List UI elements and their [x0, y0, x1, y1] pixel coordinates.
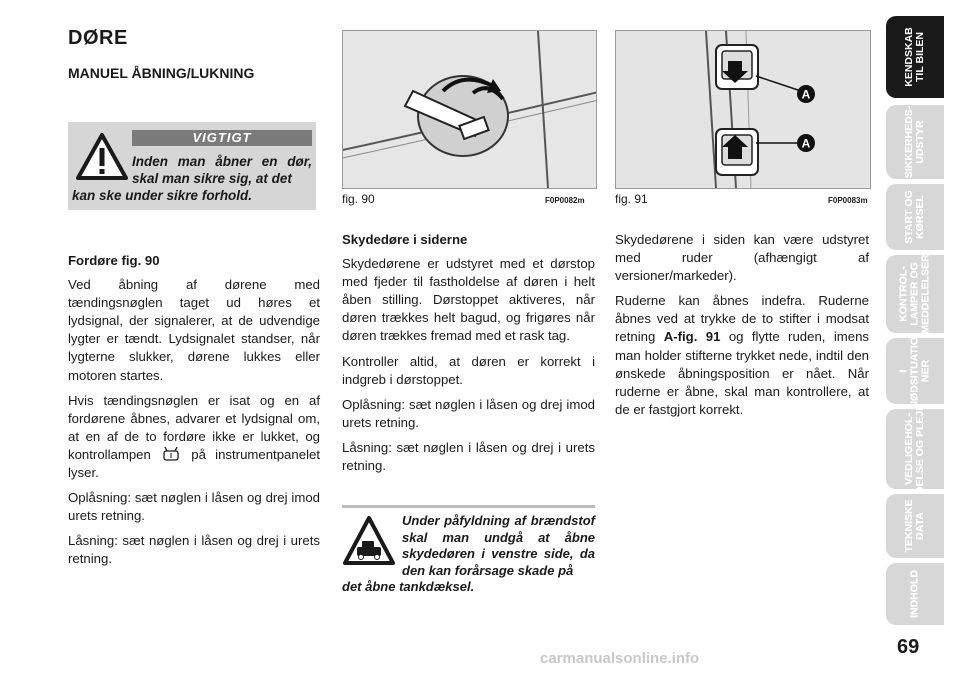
tab-sikkerhedsudstyr[interactable]: SIKKERHEDS- UDSTYR [886, 105, 944, 179]
callout-a-lower: A [801, 136, 811, 151]
tab-tekniske-data[interactable]: TEKNISKE DATA [886, 494, 944, 558]
figure-91-caption: fig. 91 [615, 192, 648, 206]
watermark: carmanualsonline.info [540, 650, 700, 667]
paragraph: Hvis tændingsnøglen er isat og en af fordørene åbnes, advarer et lydsignal om, at en af de to fordøre ikke er lukket, og kontrollampen på instrumentpanelet lyser. [68, 392, 320, 481]
paragraph: Skydedørene er udstyret med et dørstop med fjeder til fastholdelse af døren i helt åben stilling. Dørstoppet aktiveres, når døren trækkes helt bagud, og frigøres når døren trækkes fremad med et rask tag. [342, 256, 595, 344]
paragraph: Ruderne kan åbnes indefra. Ruderne åbnes ved at trykke de to stifter i modsat retning A-fig. 91 og flytte ruden, imens man holder stifterne trykket nede, indtil den ønskede åbningsposition er nået. Når ruderne er åbne, skal man kontrollere, at de er fastgjort korrekt. [615, 293, 869, 417]
figure-90-image [342, 30, 597, 189]
page-number: 69 [897, 636, 920, 658]
tab-kontrollamper[interactable]: KONTROL- LAMPER OG MEDDELELSER [886, 255, 944, 333]
figure-91-image [615, 30, 871, 189]
section-heading: Skydedøre i siderne [342, 232, 468, 247]
warning-box [68, 122, 316, 210]
note-text: Under påfyldning af brændstof skal man undgå at åbne skydedøren i venstre side, da den kan forårsage skade på [402, 513, 595, 578]
paragraph: Oplåsning: sæt nøglen i låsen og drej imod urets retning. [68, 490, 320, 524]
door-open-warning-icon [160, 446, 182, 462]
section-subtitle: MANUEL ÅBNING/LUKNING [68, 65, 255, 81]
tab-indhold[interactable]: INDHOLD [886, 563, 944, 625]
figure-91-code: F0P0083m [828, 196, 868, 205]
tab-kendskab-til-bilen[interactable]: KENDSKAB TIL BILEN [886, 16, 944, 98]
callout-a-upper: A [801, 87, 811, 102]
warning-text-continued: kan ske under sikre forhold. [72, 188, 253, 203]
column-sliding-windows [615, 231, 869, 426]
section-heading: Fordøre fig. 90 [68, 253, 160, 268]
paragraph: Ved åbning af dørene med tændingsnøglen taget ud høres et lydsignal, der signalerer, at de udvendige lygter er tændt. Lydsignalet standser, når lygterne slukker, dørene lukkes eller motoren startes. [68, 277, 320, 383]
figure-reference: A-fig. 91 [663, 329, 721, 345]
window-pins-illustration [616, 31, 870, 188]
warning-label: VIGTIGT [132, 130, 312, 146]
figure-90-code: F0P0082m [545, 196, 585, 205]
column-front-doors [68, 252, 320, 576]
tab-start-og-korsel[interactable]: START OG KØRSEL [886, 184, 944, 250]
warning-triangle-icon [76, 132, 128, 182]
note-text-continued: det åbne tankdæksel. [342, 579, 475, 594]
figure-90-caption: fig. 90 [342, 192, 375, 206]
paragraph: Kontroller altid, at døren er korrekt i indgreb i dørstoppet. [342, 353, 595, 387]
paragraph: Skydedørene i siden kan være udstyret med ruder (afhængigt af versioner/markeder). [615, 232, 869, 284]
fuel-caution-note [342, 505, 595, 593]
tab-vedligeholdelse[interactable]: VEDLIGEHOL- DELSE OG PLEJE [886, 409, 944, 489]
fuel-door-caution-icon [342, 515, 396, 567]
column-sliding-doors [342, 231, 595, 482]
paragraph: Låsning: sæt nøglen i låsen og drej i urets retning. [68, 533, 320, 567]
divider [342, 505, 595, 508]
paragraph: Oplåsning: sæt nøglen i låsen og drej imod urets retning. [342, 396, 595, 430]
page-title: DØRE [68, 27, 128, 49]
paragraph: Låsning: sæt nøglen i låsen og drej i urets retning. [342, 439, 595, 474]
door-handle-illustration [343, 31, 596, 188]
tab-nodsituationer[interactable]: I NØDSITUATIO- NER [886, 338, 944, 404]
warning-text: Inden man åbner en dør, skal man sikre sig, at det [132, 154, 312, 186]
